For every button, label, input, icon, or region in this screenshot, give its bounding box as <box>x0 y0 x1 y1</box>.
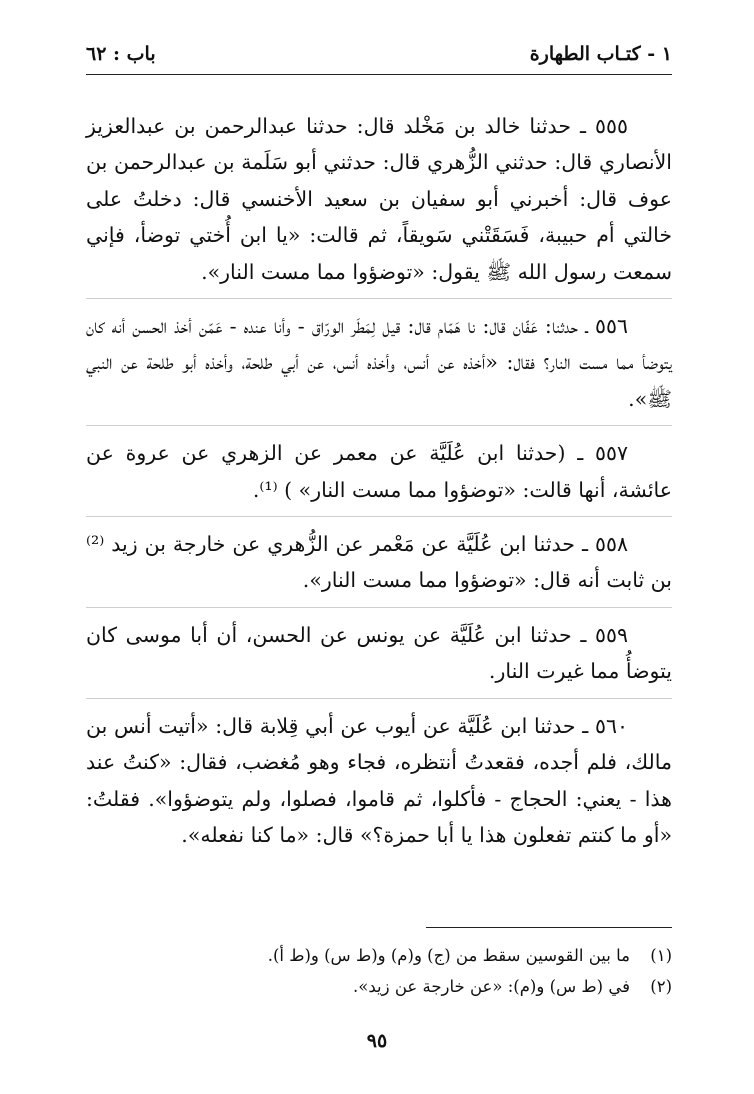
section-label: باب : ٦٢ <box>86 43 156 65</box>
running-header <box>86 38 672 70</box>
footnote-number: (١) <box>650 946 672 965</box>
main-text <box>86 108 672 857</box>
footnote-text: في (ط س) و(م): «عن خارجة عن زيد». <box>353 977 630 996</box>
hadith-560: ٥٦٠ ـ حدثنا ابن عُلَيَّة عن أيوب عن أبي قِلابة قال: «أتيت أنس بن مالك، فلم أجده، فقعدتُ أنتظره، فجاء وهو مُغضب، فقال: «كنتُ عند هذا - يعني: الحجاج - فأكلوا، ثم قاموا، فصلوا، ولم يتوضؤوا». فقلتُ: «أو ما كنتم تفعلون هذا يا أبا حمزة؟» قال: «ما كنا نفعله». <box>86 713 672 847</box>
hadith-555: ٥٥٥ ـ حدثنا خالد بن مَخْلد قال: حدثنا عبدالرحمن بن عبدالعزيز الأنصاري قال: حدثني الزُّهري قال: حدثني أبو سَلَمة بن عبدالرحمن بن عوف قال: أخبرني أبو سفيان بن سعيد الأخنسي قال: دخلتُ على خالتي أم حبيبة، فَسَقَتْني سَويقاً، ثم قالت: «يا ابن أُختي توضأ، فإني سمعت رسول الله ﷺ يقول: «توضؤوا مما مست النار». <box>86 114 672 284</box>
header-rule <box>86 74 672 75</box>
footnote-1 <box>86 940 672 971</box>
hadith-divider <box>86 516 672 517</box>
hadith-divider <box>86 698 672 699</box>
hadith-559: ٥٥٩ ـ حدثنا ابن عُلَيَّة عن يونس عن الحسن، أن أبا موسى كان يتوضأُ مما غيرت النار. <box>86 622 672 684</box>
hadith-divider <box>86 298 672 299</box>
hadith-divider <box>86 425 672 426</box>
hadith-557: ٥٥٧ ـ (حدثنا ابن عُلَيَّة عن معمر عن الزهري عن عروة عن عائشة، أنها قالت: «توضؤوا مما مست النار» ) ⁽¹⁾. <box>86 441 672 502</box>
footnote-rule <box>426 927 672 928</box>
footnotes <box>86 940 672 1002</box>
footnote-text: ما بين القوسين سقط من (ج) و(م) و(ط س) و(ط أ). <box>267 946 630 965</box>
chapter-title: ١ - كتـاب الطهارة <box>529 43 672 65</box>
hadith-556: ٥٥٦ ـ حدثنا: عَفّان قال: نا هَمّام قال: قيل لِمَطَر الورّاق - وأنا عنده - عَمّن أخذ الحسن أنه كان يتوضأ مما مست النار؟ فقال: «أخذه عن أنس، وأخذه أنس، عن أبي طلحة، وأخذه أبو طلحة عن النبي ﷺ». <box>86 314 672 411</box>
footnote-number: (٢) <box>650 977 672 996</box>
footnote-2 <box>86 971 672 1002</box>
hadith-divider <box>86 607 672 608</box>
page-number: ٩٥ <box>366 1030 388 1052</box>
hadith-558: ٥٥٨ ـ حدثنا ابن عُلَيَّة عن مَعْمر عن الزُّهري عن خارجة بن زيد ⁽²⁾ بن ثابت أنه قال: «توضؤوا مما مست النار». <box>86 532 672 593</box>
